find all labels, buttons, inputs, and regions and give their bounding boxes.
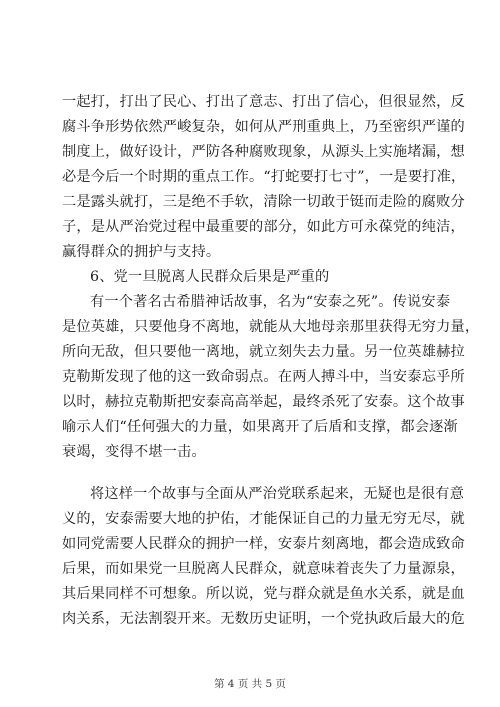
section-heading: 6、党一旦脱离人民群众后果是严重的 [90, 269, 330, 285]
text-line: 腐斗争形势依然严峻复杂，如何从严刑重典上，乃至密织严谨的 [62, 119, 465, 135]
text-line: 所向无敌，但只要他一离地，就立刻失去力量。另一位英雄赫拉 [62, 344, 465, 360]
text-line: 以时，赫拉克勒斯把安泰高高举起，最终杀死了安泰。这个故事 [62, 394, 465, 410]
text-line: 一起打，打出了民心、打出了意志、打出了信心，但很显然，反 [62, 94, 465, 110]
text-line: 二是露头就打，三是绝不手软，清除一切敢于铤而走险的腐败分 [62, 194, 465, 210]
text-line: 将这样一个故事与全面从严治党联系起来，无疑也是很有意 [90, 486, 465, 502]
text-line: 必是今后一个时期的重点工作。“打蛇要打七寸”，一是要打准， [62, 169, 466, 185]
text-line: 子，是从严治党过程中最重要的部分，如此方可永葆党的纯洁， [62, 219, 465, 235]
text-line: 衰竭，变得不堪一击。 [62, 444, 206, 460]
text-line: 制度上，做好设计，严防各种腐败现象，从源头上实施堵漏，想 [62, 144, 465, 160]
text-line: 如同党需要人民群众的拥护一样，安泰片刻离地，都会造成致命 [62, 536, 465, 552]
text-line: 喻示人们“任何强大的力量，如果离开了后盾和支撑，都会逐渐 [62, 419, 458, 435]
text-line: 有一个著名古希腊神话故事，名为“安泰之死”。传说安泰 [90, 294, 451, 310]
text-line: 赢得群众的拥护与支持。 [62, 244, 221, 260]
page-footer: 第 4 页 共 5 页 [213, 678, 287, 690]
text-line: 义的，安泰需要大地的护佑，才能保证自己的力量无穷无尽，就 [62, 511, 465, 527]
text-line: 后果，而如果党一旦脱离人民群众，就意味着丧失了力量源泉， [62, 561, 465, 577]
text-line: 其后果同样不可想象。所以说，党与群众就是鱼水关系，就是血 [62, 586, 465, 602]
text-line: 克勒斯发现了他的这一致命弱点。在两人搏斗中，当安泰忘乎所 [62, 369, 465, 385]
text-line: 是位英雄，只要他身不离地，就能从大地母亲那里获得无穷力量， [62, 319, 480, 335]
text-line: 肉关系，无法割裂开来。无数历史证明，一个党执政后最大的危 [62, 611, 465, 627]
